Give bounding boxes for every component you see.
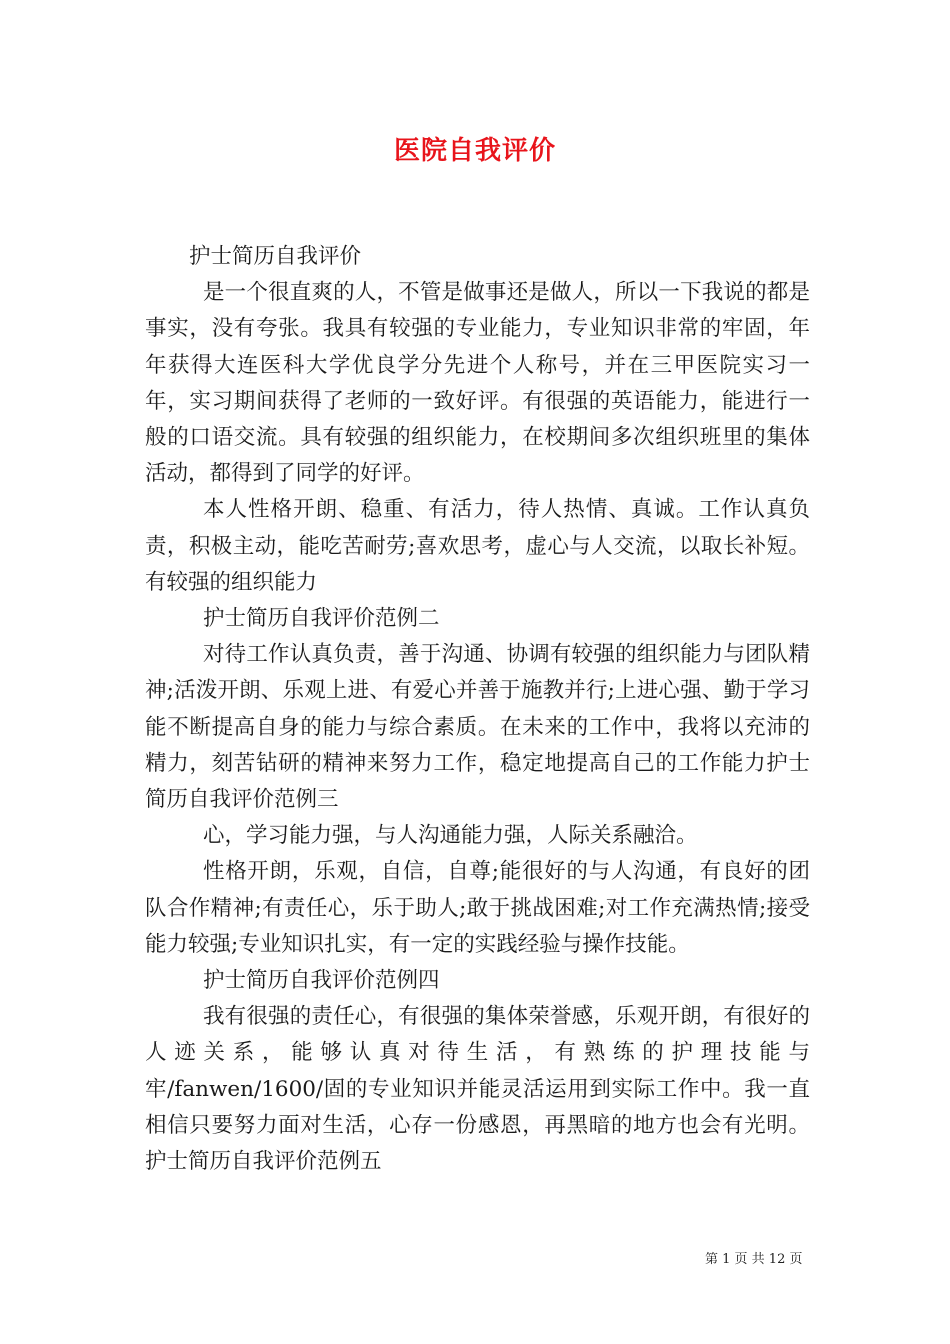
- section-heading: 护士简历自我评价: [189, 244, 362, 269]
- document-title: 医院自我评价: [393, 136, 556, 166]
- body-paragraph: 是一个很直爽的人，不管是做事还是做人，所以一下我说的都是事实，没有夸张。我具有较强的专业能力，专业知识非常的牢固，年年获得大连医科大学优良学分先进个人称号，并在三甲医院实习一年，实习期间获得了老师的一致好评。有很强的英语能力，能进行一般的口语交流。具有较强的组织能力，在校期间多次组织班里的集体活动，都得到了同学的好评。: [145, 280, 810, 487]
- body-paragraph: 对待工作认真负责，善于沟通、协调有较强的组织能力与团队精神;活泼开朗、乐观上进、有爱心并善于施教并行;上进心强、勤于学习能不断提高自身的能力与综合素质。在未来的工作中，我将以充沛的精力，刻苦钻研的精神来努力工作，稳定地提高自己的工作能力护士简历自我评价范例三: [145, 642, 810, 813]
- section-heading: 护士简历自我评价范例二: [203, 606, 440, 632]
- page-number: 第 1 页 共 12 页: [705, 1252, 803, 1267]
- body-paragraph: 我有很强的责任心，有很强的集体荣誉感，乐观开朗，有很好的人迹关系，能够认真对待生活，有熟练的护理技能与牢/fanwen/1600/固的专业知识并能灵活运用到实际工作中。我一直相信只要努力面对生活，心存一份感恩，再黑暗的地方也会有光明。护士简历自我评价范例五: [145, 1004, 810, 1175]
- section-heading: 护士简历自我评价范例四: [203, 968, 440, 994]
- body-paragraph: 性格开朗，乐观，自信，自尊;能很好的与人沟通，有良好的团队合作精神;有责任心，乐于助人;敢于挑战困难;对工作充满热情;接受能力较强;专业知识扎实，有一定的实践经验与操作技能。: [145, 859, 810, 957]
- document-body: [145, 239, 810, 1180]
- body-paragraph: 本人性格开朗、稳重、有活力，待人热情、真诚。工作认真负责，积极主动，能吃苦耐劳;喜欢思考，虚心与人交流，以取长补短。有较强的组织能力: [145, 497, 810, 595]
- body-paragraph: 心，学习能力强，与人沟通能力强，人际关系融洽。: [203, 823, 698, 849]
